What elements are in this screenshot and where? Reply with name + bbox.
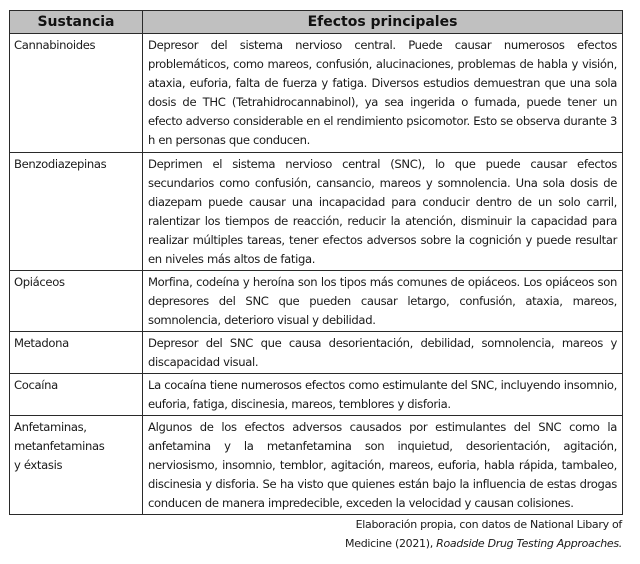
table-row [10, 153, 623, 271]
caption-line-2 [345, 534, 622, 553]
table-row [10, 332, 623, 374]
substance-cell: Opiáceos [10, 271, 143, 332]
caption-title: Roadside Drug Testing Approaches. [436, 537, 622, 550]
drug-effects-table [9, 10, 623, 515]
substance-line: Anfetaminas, [14, 420, 87, 434]
table-row [10, 416, 623, 515]
table-row [10, 374, 623, 416]
caption-line-1: Elaboración propia, con datos de National Libary of [355, 518, 622, 531]
table-header-row [10, 11, 623, 34]
effects-cell: La cocaína tiene numerosos efectos como estimulante del SNC, incluyendo insomnio, euforia, fatiga, discinesia, mareos, temblores y disforia. [143, 374, 623, 416]
substance-line: metanfetaminas [14, 439, 105, 453]
substance-cell: Metadona [10, 332, 143, 374]
effects-cell: Depresor del SNC que causa desorientación, debilidad, somnolencia, mareos y discapacidad visual. [143, 332, 623, 374]
table-row [10, 271, 623, 332]
header-effects: Efectos principales [143, 11, 623, 34]
effects-cell: Depresor del sistema nervioso central. Puede causar numerosos efectos problemáticos, como mareos, confusión, alucinaciones, problemas de habla y visión, ataxia, euforia, falta de fuerza y fatiga. Diversos estudios demuestran que una sola dosis de THC (Tetrahidrocannabinol), ya sea ingerida o fumada, puede tener un efecto adverso considerable en el rendimiento psicomotor. Esto se observa durante 3 h en personas que conducen. [143, 34, 623, 153]
substance-cell: Benzodiazepinas [10, 153, 143, 271]
effects-cell: Deprimen el sistema nervioso central (SNC), lo que puede causar efectos secundarios como confusión, cansancio, mareos y somnolencia. Una sola dosis de diazepam puede causar una incapacidad para conducir dentro de un solo carril, ralentizar los tiempos de reacción, reducir la atención, disminuir la capacidad para realizar múltiples tareas, tener efectos adversos sobre la cognición y puede resultar en niveles más altos de fatiga. [143, 153, 623, 271]
caption-citation: Medicine (2021), [345, 537, 437, 550]
substance-line: y éxtasis [14, 458, 63, 472]
substance-cell: Cannabinoides [10, 34, 143, 153]
substance-cell: Cocaína [10, 374, 143, 416]
effects-cell: Algunos de los efectos adversos causados por estimulantes del SNC como la anfetamina y la metanfetamina son inquietud, desorientación, agitación, nerviosismo, insomnio, temblor, agitación, mareos, euforia, habla rápida, tambaleo, discinesia y disforia. Se ha visto que quienes están bajo la influencia de estas drogas conducen de manera impredecible, exceden la velocidad y causan colisiones. [143, 416, 623, 515]
substance-cell [10, 416, 143, 515]
effects-cell: Morfina, codeína y heroína son los tipos más comunes de opiáceos. Los opiáceos son depresores del SNC que pueden causar letargo, confusión, ataxia, mareos, somnolencia, deterioro visual y debilidad. [143, 271, 623, 332]
header-substance: Sustancia [10, 11, 143, 34]
table-row [10, 34, 623, 153]
source-caption [345, 515, 622, 553]
